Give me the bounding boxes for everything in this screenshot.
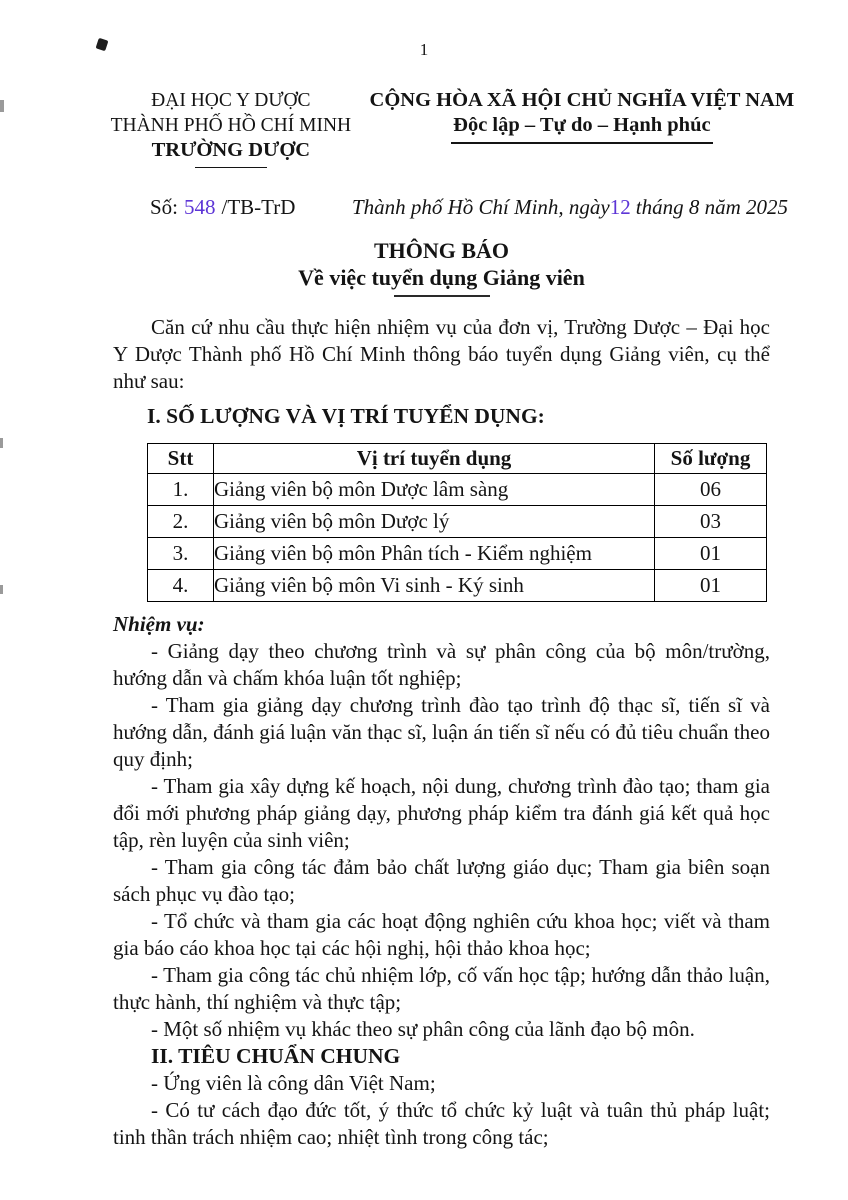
duty-item: - Tham gia giảng dạy chương trình đào tạo trình độ thạc sĩ, tiến sĩ và hướng dẫn, đánh giá luận văn thạc sĩ, luận án tiến sĩ nếu có đủ tiêu chuẩn theo quy định; [113, 693, 770, 771]
date-line [352, 194, 788, 221]
column-header-position: Vị trí tuyển dụng [214, 444, 655, 474]
national-motto-block [364, 88, 800, 168]
scan-artifact [0, 585, 3, 594]
criteria-item: - Có tư cách đạo đức tốt, ý thức tổ chức kỷ luật và tuân thủ pháp luật; tinh thần trách nhiệm cao; nhiệt tình trong công tác; [113, 1098, 770, 1149]
document-number-suffix: /TB-TrD [221, 195, 296, 219]
document-number-label: Số: [150, 195, 179, 219]
row-position: Giảng viên bộ môn Phân tích - Kiểm nghiệm [214, 538, 655, 570]
row-position: Giảng viên bộ môn Vi sinh - Ký sinh [214, 570, 655, 602]
row-index: 1. [148, 474, 214, 506]
row-quantity: 06 [655, 474, 767, 506]
document-subtitle: Về việc tuyển dụng Giảng viên [298, 265, 585, 290]
motto-underline-rule [451, 142, 713, 144]
title-underline-rule [394, 295, 490, 297]
org-parent-line: ĐẠI HỌC Y DƯỢC [151, 90, 311, 111]
duty-item: - Tham gia công tác chủ nhiệm lớp, cố vấn học tập; hướng dẫn thảo luận, thực hành, thí nghiệm và thực tập; [113, 963, 770, 1014]
criteria-item: - Ứng viên là công dân Việt Nam; [151, 1071, 436, 1095]
column-header-quantity: Số lượng [655, 444, 767, 474]
row-position: Giảng viên bộ môn Dược lâm sàng [214, 474, 655, 506]
row-quantity: 01 [655, 538, 767, 570]
issuing-org-block [98, 88, 364, 168]
page-number: 1 [419, 40, 429, 59]
date-prefix: Thành phố Hồ Chí Minh, ngày [351, 195, 610, 219]
motto-line: Độc lập – Tự do – Hạnh phúc [453, 114, 711, 136]
table-row [148, 538, 767, 570]
table-row [148, 570, 767, 602]
section1-heading: I. SỐ LƯỢNG VÀ VỊ TRÍ TUYỂN DỤNG: [147, 404, 545, 428]
duty-item: - Tham gia xây dựng kế hoạch, nội dung, chương trình đào tạo; tham gia đổi mới phương pháp giảng dạy, phương pháp kiểm tra đánh giá kết quả học tập, rèn luyện của sinh viên; [113, 774, 770, 852]
document-title-block [113, 237, 770, 297]
republic-line: CỘNG HÒA XÃ HỘI CHỦ NGHĨA VIỆT NAM [369, 89, 795, 111]
duties-label: Nhiệm vụ: [113, 612, 205, 636]
table-row [148, 474, 767, 506]
table-row [148, 506, 767, 538]
table-header-row [148, 444, 767, 474]
org-city-line: THÀNH PHỐ HỒ CHÍ MINH [110, 115, 352, 136]
row-quantity: 03 [655, 506, 767, 538]
row-position: Giảng viên bộ môn Dược lý [214, 506, 655, 538]
reference-and-date-row [0, 194, 848, 221]
scan-artifact [0, 438, 3, 448]
document-number-value: 548 [184, 195, 216, 219]
row-index: 4. [148, 570, 214, 602]
positions-table [147, 443, 767, 602]
row-index: 2. [148, 506, 214, 538]
document-number-line [150, 194, 295, 221]
row-index: 3. [148, 538, 214, 570]
section2-heading: II. TIÊU CHUẨN CHUNG [151, 1044, 401, 1068]
date-day-value: 12 [609, 195, 631, 219]
date-suffix: tháng 8 năm 2025 [635, 195, 788, 219]
duty-item: - Một số nhiệm vụ khác theo sự phân công của lãnh đạo bộ môn. [151, 1017, 695, 1041]
document-title: THÔNG BÁO [373, 238, 510, 263]
column-header-stt: Stt [148, 444, 214, 474]
intro-paragraph: Căn cứ nhu cầu thực hiện nhiệm vụ của đơn vị, Trường Dược – Đại học Y Dược Thành phố Hồ Chí Minh thông báo tuyển dụng Giảng viên, cụ thể như sau: [113, 315, 770, 393]
scan-artifact [0, 100, 4, 112]
document-header [0, 88, 848, 168]
row-quantity: 01 [655, 570, 767, 602]
duty-item: - Giảng dạy theo chương trình và sự phân công của bộ môn/trường, hướng dẫn và chấm khóa luận tốt nghiệp; [113, 639, 770, 690]
duty-item: - Tham gia công tác đảm bảo chất lượng giáo dục; Tham gia biên soạn sách phục vụ đào tạo; [113, 855, 770, 906]
duty-item: - Tổ chức và tham gia các hoạt động nghiên cứu khoa học; viết và tham gia báo cáo khoa học tại các hội nghị, hội thảo khoa học; [113, 909, 770, 960]
org-school-name: TRƯỜNG DƯỢC [151, 139, 311, 161]
org-underline-rule [195, 167, 267, 168]
